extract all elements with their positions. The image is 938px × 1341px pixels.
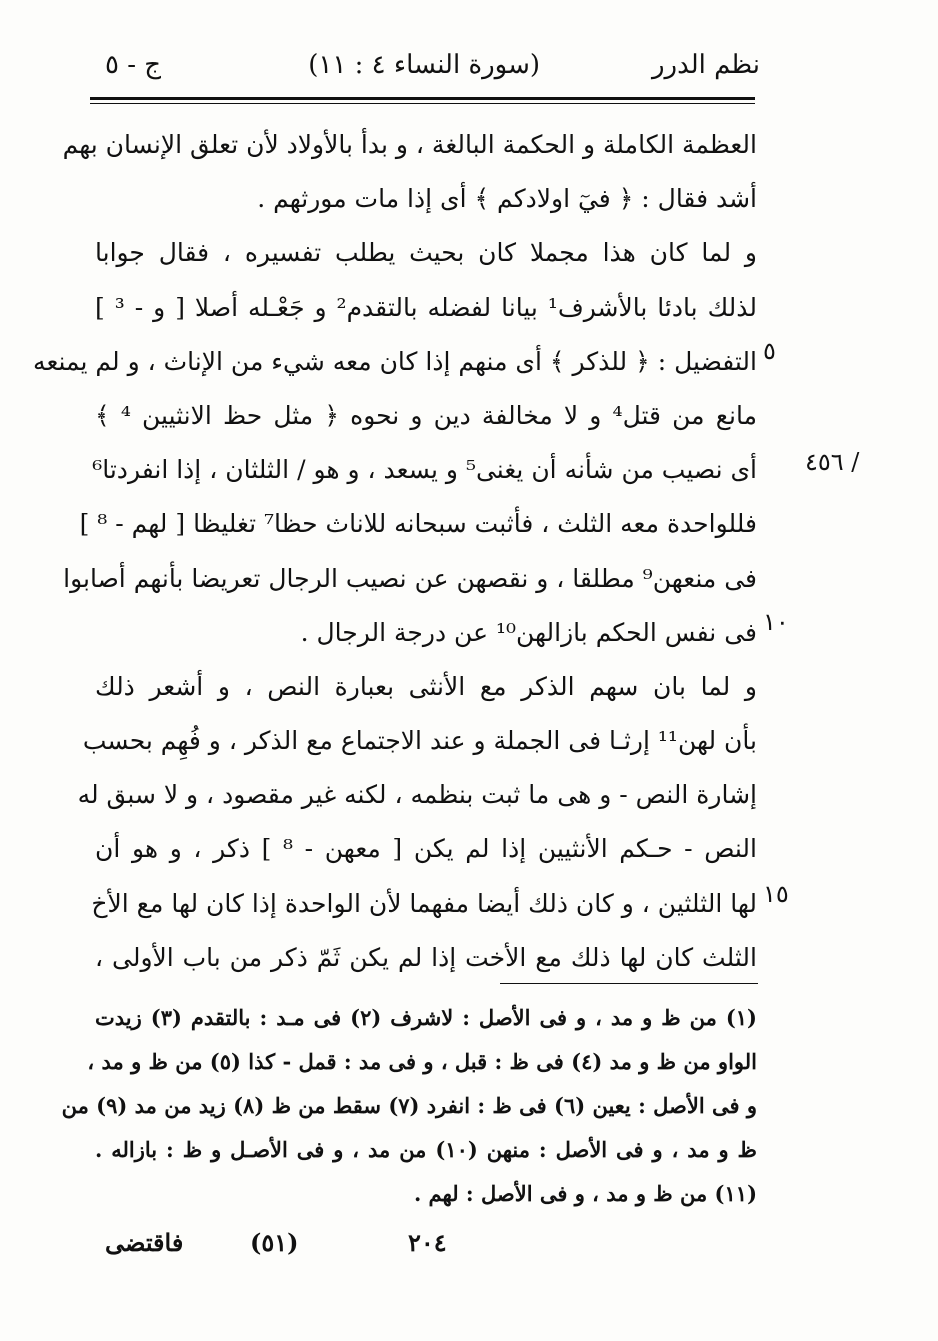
header-rule-thin xyxy=(90,103,755,104)
footnote-line: و فى الأصل : يعين (٦) فى ظ : انفرد (٧) سقط من ظ (٨) زيد من مد (٩) من xyxy=(61,1093,757,1118)
text-line: الثلث كان لها ذلك مع الأخت إذا لم يكن ثَمّ ذكر من باب الأولى ، xyxy=(95,942,757,972)
text-line: أشد فقال : ﴿ فيٓ اولادكم ﴾ أى إذا مات مورثهم . xyxy=(257,184,757,214)
main-text xyxy=(33,118,757,985)
text-line: فللواحدة معه الثلث ، فأثبت سبحانه للاناث حظا⁷ تغليظا [ لهم - ⁸ ] xyxy=(79,509,757,539)
footnote-line: الواو من ظ و مد (٤) فى ظ : قبل ، و فى مد : قمل - كذا (٥) من ظ و مد ، xyxy=(87,1049,757,1074)
text-line: العظمة الكاملة و الحكمة البالغة ، و بدأ بالأولاد لأن تعلق الإنسان بهم xyxy=(62,130,757,159)
text-line: إشارة النص - و هى ما ثبت بنظمه ، لكنه غير مقصود ، و لا سبق له xyxy=(77,780,757,810)
header-rule-thick xyxy=(90,97,755,100)
text-line: التفضيل : ﴿ للذكر ﴾ أى منهم إذا كان معه شيء من الإناث ، و لم يمنعه xyxy=(33,346,757,376)
volume-number: ج - ٥ xyxy=(105,50,162,80)
line-number-5: ٥ xyxy=(763,337,776,365)
text-line: النص - حـكم الأنثيين إذا لم يكن [ معهن - ⁸ ] ذكر ، و هو أن xyxy=(95,834,757,864)
page-number: ٢٠٤ xyxy=(408,1228,447,1257)
footnote-rule xyxy=(500,983,758,984)
text-line: بأن لهن¹¹ إرثـا فى الجملة و عند الاجتماع مع الذكر ، و فُهِم بحسب xyxy=(82,726,757,756)
running-header xyxy=(0,44,938,94)
text-line: فى نفس الحكم بازالهن¹⁰ عن درجة الرجال . xyxy=(300,617,757,647)
signature-mark: (٥١) xyxy=(250,1228,299,1257)
text-line: أى نصيب من شأنه أن يغنى⁵ و يسعد ، و هو / الثلثان ، إذا انفردتا⁶ xyxy=(92,455,757,485)
footnotes xyxy=(61,996,757,1216)
catchword: فاقتضى xyxy=(105,1228,184,1257)
text-line: لها الثلثين ، و كان ذلك أيضا مفهما لأن الواحدة إذا كان لها مع الأخ xyxy=(91,888,757,918)
line-number-15: ١٥ xyxy=(763,880,789,908)
page-footer xyxy=(0,1228,938,1268)
text-line: فى منعهن⁹ مطلقا ، و نقصهن عن نصيب الرجال تعريضا بأنهم أصابوا xyxy=(63,563,757,593)
margin-page-reference: ٤٥٦ / xyxy=(805,448,860,476)
footnote-line: ظ و مد ، و فى الأصل : منهن (١٠) من مد ، و فى الأصـل و ظ : بازاله . xyxy=(95,1137,757,1162)
surah-reference: (سورة النساء ٤ : ١١) xyxy=(308,50,540,80)
footnote-line: (١١) من ظ و مد ، و فى الأصل : لهم . xyxy=(413,1181,757,1206)
book-title: نظم الدرر xyxy=(651,50,760,80)
text-line: لذلك بادئا بالأشرف¹ بيانا لفضله بالتقدم² و جَعْـله أصلا [ و - ³ ] xyxy=(95,292,757,322)
line-number-10: ١٠ xyxy=(763,608,789,636)
text-line: و لما بان سهم الذكر مع الأنثى بعبارة النص ، و أشعر ذلك xyxy=(95,671,757,701)
footnote-line: (١) من ظ و مد ، و فى الأصل : لاشرف (٢) فى مـد : بالتقدم (٣) زيدت xyxy=(95,1005,757,1030)
text-line: و لما كان هذا مجملا كان بحيث يطلب تفسيره ، فقال جوابا xyxy=(95,238,757,268)
text-line: مانع من قتل⁴ و لا مخالفة دين و نحوه ﴿ مثل حظ الانثيين ⁴ ﴾ xyxy=(95,400,757,430)
